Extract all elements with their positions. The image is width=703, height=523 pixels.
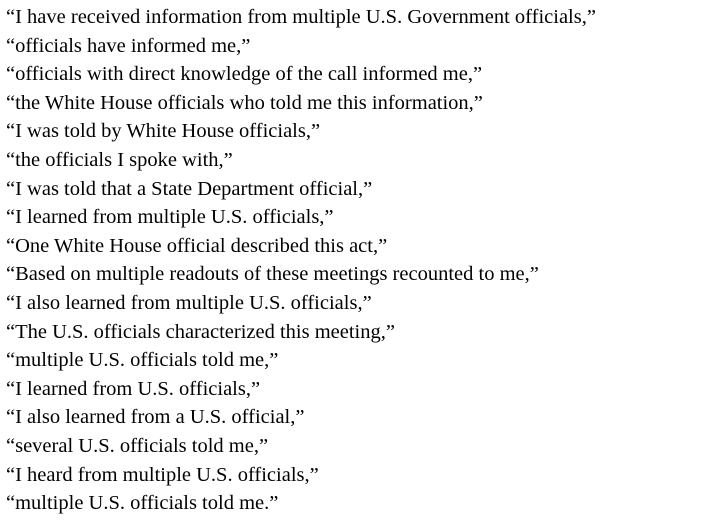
quote-line: “multiple U.S. officials told me,” <box>6 349 279 372</box>
quote-line: “I learned from U.S. officials,” <box>6 377 261 400</box>
quote-line: “I also learned from a U.S. official,” <box>6 406 305 429</box>
quote-line: “multiple U.S. officials told me.” <box>6 492 279 515</box>
quote-line: “officials with direct knowledge of the call informed me,” <box>6 63 483 86</box>
quote-line: “One White House official described this act,” <box>6 234 388 257</box>
quote-line: “the officials I spoke with,” <box>6 148 233 171</box>
quote-line: “The U.S. officials characterized this meeting,” <box>6 320 395 343</box>
quote-list <box>6 3 701 518</box>
quote-line: “I heard from multiple U.S. officials,” <box>6 463 319 486</box>
quote-line: “officials have informed me,” <box>6 34 251 57</box>
quote-line: “Based on multiple readouts of these meetings recounted to me,” <box>6 263 539 286</box>
quote-line: “I learned from multiple U.S. officials,” <box>6 206 334 229</box>
quote-line: “I was told that a State Department official,” <box>6 177 373 200</box>
quote-line: “I was told by White House officials,” <box>6 120 321 143</box>
quote-line: “several U.S. officials told me,” <box>6 434 269 457</box>
quote-line: “I have received information from multiple U.S. Government officials,” <box>6 6 596 28</box>
quote-line: “I also learned from multiple U.S. officials,” <box>6 291 372 314</box>
quote-line: “the White House officials who told me this information,” <box>6 91 483 114</box>
